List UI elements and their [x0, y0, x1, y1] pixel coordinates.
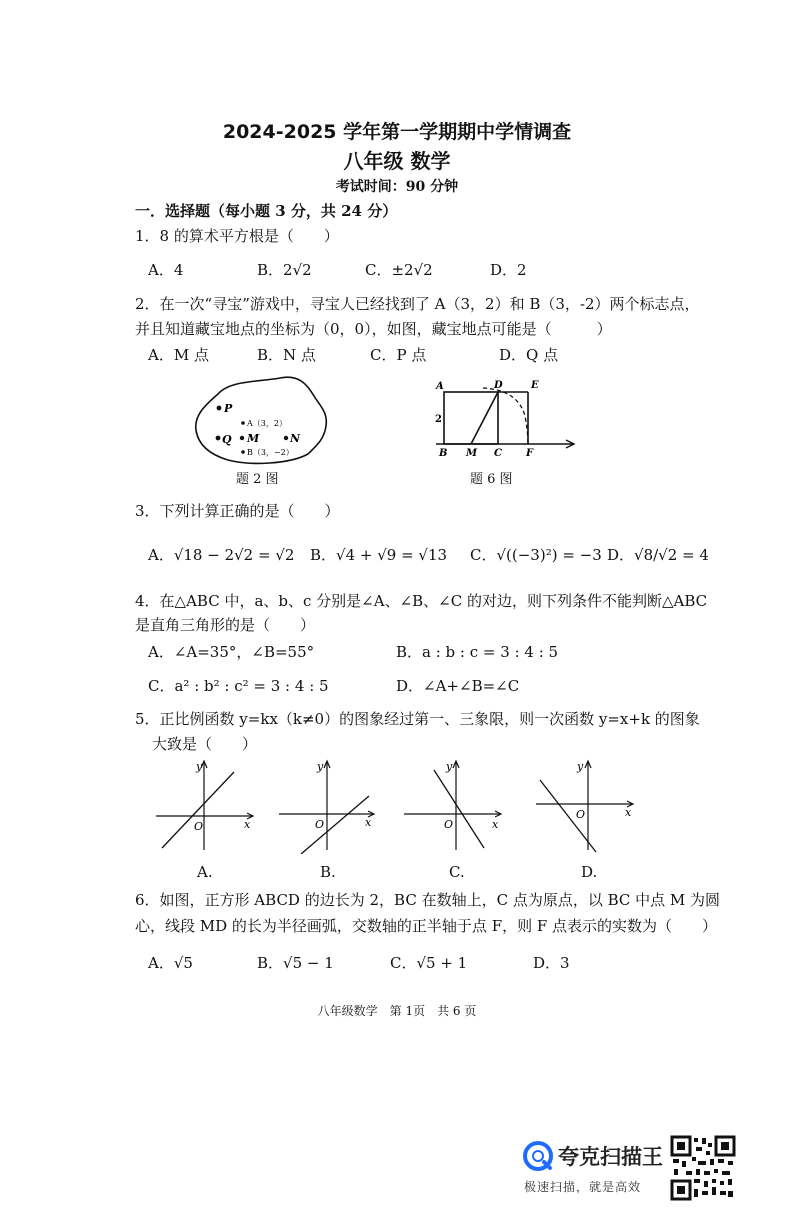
point-p-dot: [217, 406, 222, 411]
q4-option-b: B．a : b : c = 3 : 4 : 5: [396, 643, 559, 661]
exam-subtitle: 八年级 数学: [343, 149, 451, 173]
q6-stem-line1: 6．如图，正方形 ABCD 的边长为 2，BC 在数轴上，C 点为原点，以 BC 中点 M 为圆: [135, 891, 721, 909]
point-a-label: A（3，2）: [247, 419, 287, 428]
q2-option-c: C．P 点: [370, 346, 427, 364]
segment-md: [471, 392, 498, 444]
label-e: E: [531, 380, 539, 391]
q5-option-d: D.: [581, 863, 598, 881]
q1-option-d: D．2: [490, 261, 527, 279]
q2-figure: [190, 372, 340, 467]
x-label: x: [492, 818, 499, 831]
q4-stem-line1: 4．在△ABC 中，a、b、c 分别是∠A、∠B、∠C 的对边，则下列条件不能判断△ABC: [135, 592, 708, 610]
scanner-logo-icon: [522, 1140, 554, 1172]
q5-option-a: A.: [197, 863, 213, 881]
point-b-label: B（3，−2）: [247, 448, 294, 457]
point-a-dot: [241, 421, 245, 425]
q3-option-c: C．√((−3)²) = −3: [470, 546, 602, 564]
point-p-label: P: [224, 402, 233, 415]
x-label: x: [625, 806, 632, 819]
q3-option-d: D．√8/√2 = 4: [607, 546, 709, 564]
y-label: y: [317, 760, 324, 773]
scanner-slogan: 极速扫描，就是高效: [524, 1180, 642, 1194]
page-footer: 八年级数学 第 1页 共 6 页: [317, 1004, 477, 1018]
label-a: A: [436, 381, 444, 392]
point-q-label: Q: [222, 433, 232, 446]
scanner-brand: 夸克扫描王: [558, 1145, 663, 1169]
origin-label: O: [315, 818, 325, 831]
q2-option-b: B．N 点: [257, 346, 316, 364]
graph-line: [162, 772, 234, 848]
q2-stem-line1: 2．在一次“寻宝”游戏中，寻宝人已经找到了 A（3，2）和 B（3，-2）两个标志点，: [135, 295, 700, 313]
q3-option-b: B．√4 + √9 = √13: [310, 546, 448, 564]
label-d: D: [494, 380, 503, 391]
square-abcd: [444, 392, 498, 444]
q5-graph-d: [532, 758, 642, 854]
exam-title: 2024-2025 学年第一学期期中学情调查: [222, 121, 572, 143]
label-c: C: [494, 448, 502, 459]
graph-line: [434, 770, 484, 848]
q6-figure-caption: 题 6 图: [470, 472, 513, 487]
point-q-dot: [216, 436, 221, 441]
q5-option-c: C.: [449, 863, 465, 881]
q6-option-a: A．√5: [148, 954, 193, 972]
q2-stem-line2: 并且知道藏宝地点的坐标为（0，0），如图，藏宝地点可能是（ ）: [135, 320, 612, 338]
y-label: y: [196, 760, 203, 773]
q1-option-a: A．4: [148, 261, 184, 279]
q5-graph-c: [400, 758, 510, 854]
section-heading: 一．选择题（每小题 3 分，共 24 分）: [135, 202, 398, 220]
q2-figure-caption: 题 2 图: [236, 472, 279, 487]
origin-label: O: [194, 820, 204, 833]
point-m-dot: [240, 436, 244, 440]
y-label: y: [577, 760, 584, 773]
q5-graph-b: [275, 758, 385, 854]
y-label: y: [446, 760, 453, 773]
qr-code-icon: [670, 1135, 736, 1201]
q5-stem-line2: 大致是（ ）: [152, 735, 258, 753]
q4-option-c: C．a² : b² : c² = 3 : 4 : 5: [148, 677, 329, 695]
q4-stem-line2: 是直角三角形的是（ ）: [135, 616, 316, 634]
q3-stem: 3．下列计算正确的是（ ）: [135, 502, 340, 520]
x-label: x: [244, 818, 251, 831]
q3-option-a: A．√18 − 2√2 = √2: [148, 546, 295, 564]
exam-time: 考试时间：90 分钟: [335, 179, 459, 195]
q6-option-c: C．√5 + 1: [390, 954, 468, 972]
origin-label: O: [444, 818, 454, 831]
q1-option-c: C．±2√2: [365, 261, 433, 279]
q4-option-d: D．∠A+∠B=∠C: [396, 677, 520, 695]
q6-option-b: B．√5 − 1: [257, 954, 334, 972]
point-m-label: M: [247, 432, 260, 445]
q5-stem-line1: 5．正比例函数 y=kx（k≠0）的图象经过第一、三象限，则一次函数 y=x+k 的图象: [135, 710, 700, 728]
label-side-two: 2: [435, 414, 442, 425]
q4-option-a: A．∠A=35°，∠B=55°: [148, 643, 315, 661]
x-label: x: [365, 816, 372, 829]
q6-figure: [428, 376, 580, 460]
label-f: F: [526, 448, 534, 459]
q5-graph-a: [152, 758, 262, 854]
label-b: B: [439, 448, 448, 459]
q6-option-d: D．3: [533, 954, 570, 972]
graph-line: [301, 796, 369, 854]
point-n-label: N: [290, 432, 301, 445]
q5-option-b: B.: [320, 863, 336, 881]
origin-label: O: [576, 808, 586, 821]
q6-stem-line2: 心，线段 MD 的长为半径画弧，交数轴的正半轴于点 F，则 F 点表示的实数为（ ）: [135, 917, 718, 935]
q1-stem: 1．8 的算术平方根是（ ）: [135, 227, 339, 245]
q2-option-a: A．M 点: [148, 346, 209, 364]
point-n-dot: [284, 436, 288, 440]
q2-option-d: D．Q 点: [499, 346, 559, 364]
point-b-dot: [241, 450, 245, 454]
arc-df: [483, 388, 528, 444]
label-m: M: [466, 448, 478, 459]
q1-option-b: B．2√2: [257, 261, 312, 279]
